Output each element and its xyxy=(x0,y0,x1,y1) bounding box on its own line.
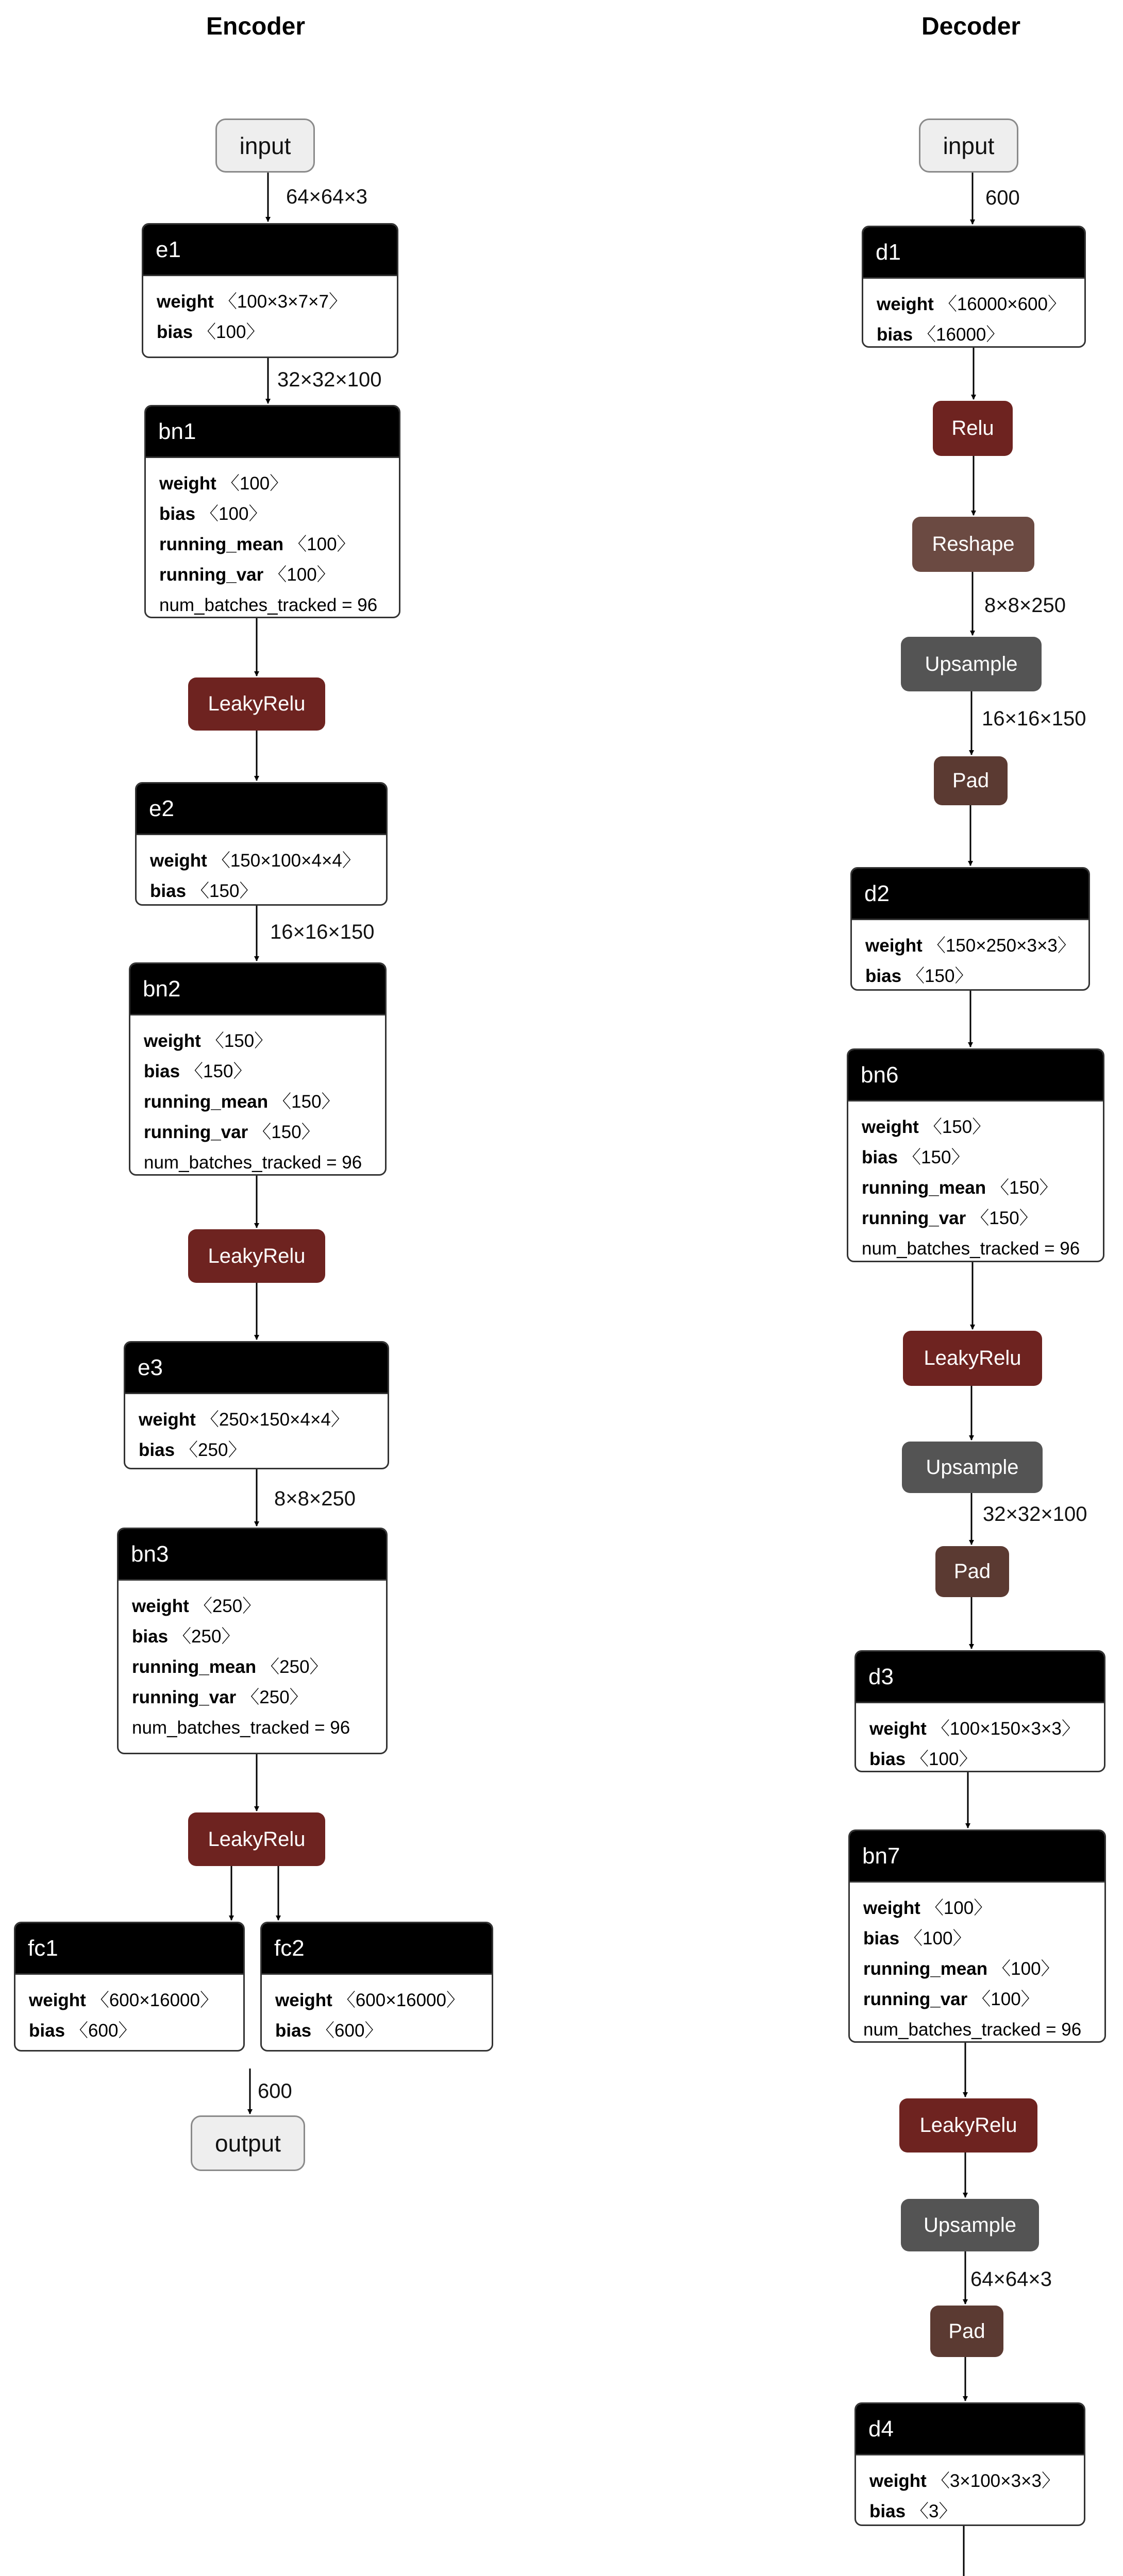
layer-name: bn2 xyxy=(130,964,385,1015)
attr-shape: 〈600×16000〉 xyxy=(337,1990,464,2010)
attr-row xyxy=(275,2015,492,2046)
layer-name: fc1 xyxy=(15,1923,243,1975)
attr-key: weight xyxy=(869,1719,927,1739)
attr-shape: 〈100〉 xyxy=(221,473,288,494)
edge-label-upsample-3-pad-3: 64×64×3 xyxy=(970,2268,1052,2291)
layer-d3[interactable] xyxy=(854,1650,1105,1772)
edge-label-upsample-2-pad-2: 32×32×100 xyxy=(983,1503,1087,1526)
attr-key: running_var xyxy=(159,565,264,585)
attr-key: bias xyxy=(275,2021,312,2041)
edge-label-decoder-input-d1: 600 xyxy=(985,187,1020,209)
attr-row xyxy=(863,1923,1104,1954)
attr-key: weight xyxy=(863,1898,920,1918)
attr-num-batches-tracked: num_batches_tracked = 96 xyxy=(862,1239,1080,1259)
attr-key: bias xyxy=(862,1147,898,1167)
attr-key: weight xyxy=(157,292,214,312)
decoder-relu[interactable]: Relu xyxy=(933,401,1013,456)
decoder-pad-1[interactable]: Pad xyxy=(934,756,1008,805)
attr-num-batches-tracked: num_batches_tracked = 96 xyxy=(144,1153,362,1173)
attr-row xyxy=(150,845,386,876)
attr-row xyxy=(865,930,1088,961)
edge-label-e1-bn1: 32×32×100 xyxy=(277,368,382,391)
decoder-upsample-2[interactable]: Upsample xyxy=(902,1442,1043,1493)
attr-row xyxy=(863,1954,1104,1984)
attr-shape: 〈100〉 xyxy=(904,1928,971,1948)
layer-name: e3 xyxy=(125,1343,388,1394)
attr-key: bias xyxy=(877,325,913,345)
attr-shape: 〈150〉 xyxy=(185,1061,252,1081)
attr-shape: 〈150〉 xyxy=(924,1117,991,1137)
attr-row xyxy=(144,1087,385,1117)
layer-bn1[interactable] xyxy=(144,405,400,618)
attr-key: weight xyxy=(275,1990,332,2010)
layer-name: d1 xyxy=(863,227,1084,279)
attr-row xyxy=(862,1142,1103,1173)
decoder-input-node[interactable]: input xyxy=(919,118,1018,173)
attr-shape: 〈100〉 xyxy=(289,534,355,554)
layer-name: bn6 xyxy=(848,1050,1103,1101)
attr-shape: 〈150〉 xyxy=(253,1122,320,1142)
layer-e2[interactable] xyxy=(135,782,388,906)
decoder-upsample-3[interactable]: Upsample xyxy=(901,2199,1039,2251)
attr-row xyxy=(862,1112,1103,1142)
layer-attributes xyxy=(137,835,386,906)
encoder-title: Encoder xyxy=(206,13,306,40)
layer-name: e1 xyxy=(143,225,397,276)
attr-shape: 〈16000〉 xyxy=(918,325,1004,345)
attr-row xyxy=(29,1985,243,2015)
attr-shape: 〈150×100×4×4〉 xyxy=(212,851,360,871)
attr-row xyxy=(150,876,386,906)
attr-row xyxy=(132,1621,386,1652)
layer-attributes xyxy=(119,1581,386,1743)
attr-shape: 〈250〉 xyxy=(173,1626,240,1647)
attr-key: weight xyxy=(144,1031,201,1051)
layer-e1[interactable] xyxy=(142,223,398,358)
layer-bn7[interactable] xyxy=(848,1829,1106,2043)
attr-shape: 〈3×100×3×3〉 xyxy=(931,2471,1060,2491)
decoder-pad-3[interactable]: Pad xyxy=(930,2306,1003,2357)
layer-attributes xyxy=(143,276,397,347)
layer-attributes xyxy=(856,1703,1104,1772)
attr-key: bias xyxy=(865,966,902,986)
attr-shape: 〈100〉 xyxy=(925,1898,992,1918)
attr-shape: 〈150〉 xyxy=(907,966,973,986)
attr-key: weight xyxy=(869,2471,927,2491)
attr-row xyxy=(862,1173,1103,1203)
attr-shape: 〈250〉 xyxy=(194,1596,261,1616)
edge-label-e2-bn2: 16×16×150 xyxy=(270,921,375,943)
attr-key: running_var xyxy=(144,1122,248,1142)
edge-label-e3-bn3: 8×8×250 xyxy=(274,1487,356,1510)
attr-shape: 〈250〉 xyxy=(261,1657,328,1677)
attr-shape: 〈150×250×3×3〉 xyxy=(927,936,1076,956)
attr-shape: 〈250〉 xyxy=(241,1687,308,1707)
decoder-leakyrelu-7[interactable]: LeakyRelu xyxy=(899,2098,1037,2153)
attr-key: running_mean xyxy=(144,1092,269,1112)
attr-key: weight xyxy=(139,1410,196,1430)
attr-shape: 〈100×150×3×3〉 xyxy=(931,1719,1080,1739)
attr-key: weight xyxy=(132,1596,189,1616)
attr-shape: 〈100〉 xyxy=(200,504,267,524)
attr-key: bias xyxy=(144,1061,180,1081)
encoder-leakyrelu-3[interactable]: LeakyRelu xyxy=(188,1812,325,1866)
edge-label-encoder-input-e1: 64×64×3 xyxy=(286,185,367,208)
attr-key: bias xyxy=(869,2501,906,2521)
attr-shape: 〈150〉 xyxy=(273,1092,340,1112)
attr-key: bias xyxy=(157,322,193,342)
attr-key: bias xyxy=(150,881,187,901)
layer-attributes xyxy=(146,458,399,618)
attr-key: running_var xyxy=(132,1687,237,1707)
decoder-leakyrelu-6[interactable]: LeakyRelu xyxy=(903,1331,1042,1386)
decoder-upsample-1[interactable]: Upsample xyxy=(901,637,1042,691)
attr-key: running_mean xyxy=(159,534,284,554)
attr-shape: 〈3〉 xyxy=(911,2501,957,2521)
attr-row xyxy=(869,1714,1104,1744)
layer-name: d4 xyxy=(856,2404,1084,2455)
attr-key: bias xyxy=(139,1440,175,1460)
layer-d2[interactable] xyxy=(850,867,1090,991)
attr-shape: 〈250〉 xyxy=(180,1440,246,1460)
layer-attributes xyxy=(852,920,1088,991)
layer-attributes xyxy=(130,1015,385,1176)
decoder-pad-2[interactable]: Pad xyxy=(935,1546,1009,1597)
attr-shape: 〈100〉 xyxy=(198,322,264,342)
attr-shape: 〈250×150×4×4〉 xyxy=(200,1410,349,1430)
layer-attributes xyxy=(848,1101,1103,1262)
attr-row xyxy=(869,2496,1084,2526)
attr-key: weight xyxy=(29,1990,86,2010)
attr-row xyxy=(144,1117,385,1147)
layer-attributes xyxy=(15,1975,243,2046)
layer-name: e2 xyxy=(137,784,386,835)
layer-e3[interactable] xyxy=(124,1341,389,1469)
attr-row xyxy=(159,468,399,499)
layer-d1[interactable] xyxy=(862,226,1086,348)
layer-attributes xyxy=(850,1883,1104,2043)
attr-row xyxy=(132,1682,386,1713)
attr-row xyxy=(863,1893,1104,1923)
edge-label-reshape-upsample-1: 8×8×250 xyxy=(984,594,1066,617)
attr-row xyxy=(144,1026,385,1056)
attr-row xyxy=(869,2466,1084,2496)
attr-shape: 〈150〉 xyxy=(991,1178,1058,1198)
encoder-input-node[interactable]: input xyxy=(215,118,315,173)
attr-shape: 〈150〉 xyxy=(191,881,258,901)
attr-row xyxy=(144,1056,385,1087)
attr-key: bias xyxy=(132,1626,169,1647)
layer-name: bn7 xyxy=(850,1831,1104,1883)
attr-key: running_mean xyxy=(863,1959,988,1979)
layer-name: d3 xyxy=(856,1652,1104,1703)
edge-label-fc-output: 600 xyxy=(258,2080,292,2103)
attr-key: running_mean xyxy=(862,1178,986,1198)
attr-row xyxy=(275,1985,492,2015)
attr-key: running_var xyxy=(862,1208,966,1228)
attr-key: running_var xyxy=(863,1989,968,2009)
attr-shape: 〈150〉 xyxy=(903,1147,969,1167)
layer-name: fc2 xyxy=(262,1923,492,1975)
layer-attributes xyxy=(856,2455,1084,2526)
attr-key: weight xyxy=(159,473,216,494)
layer-name: bn1 xyxy=(146,406,399,458)
attr-shape: 〈600〉 xyxy=(316,2021,383,2041)
edge-label-upsample-1-pad-1: 16×16×150 xyxy=(982,707,1086,730)
attr-shape: 〈100〉 xyxy=(911,1749,977,1769)
layer-bn2[interactable] xyxy=(129,962,387,1176)
attr-row xyxy=(159,529,399,560)
layer-fc1[interactable] xyxy=(14,1922,245,2052)
attr-shape: 〈150〉 xyxy=(206,1031,273,1051)
layer-attributes xyxy=(125,1394,388,1465)
attr-shape: 〈16000×600〉 xyxy=(938,294,1066,314)
attr-key: bias xyxy=(869,1749,906,1769)
attr-key: bias xyxy=(863,1928,900,1948)
attr-key: bias xyxy=(29,2021,65,2041)
attr-row xyxy=(157,317,397,347)
attr-key: bias xyxy=(159,504,196,524)
attr-shape: 〈600×16000〉 xyxy=(91,1990,218,2010)
layer-bn3[interactable] xyxy=(117,1528,388,1754)
attr-row xyxy=(159,560,399,590)
attr-row xyxy=(865,961,1088,991)
decoder-reshape[interactable]: Reshape xyxy=(912,517,1034,572)
layer-bn6[interactable] xyxy=(847,1048,1104,1262)
layer-attributes xyxy=(863,279,1084,348)
attr-shape: 〈600〉 xyxy=(70,2021,137,2041)
encoder-output-node[interactable]: output xyxy=(191,2115,305,2171)
attr-shape: 〈100×3×7×7〉 xyxy=(219,292,347,312)
layer-name: d2 xyxy=(852,869,1088,920)
layer-name: bn3 xyxy=(119,1529,386,1581)
attr-key: weight xyxy=(877,294,934,314)
attr-row xyxy=(157,286,397,317)
attr-num-batches-tracked: num_batches_tracked = 96 xyxy=(863,2020,1082,2040)
attr-row xyxy=(139,1435,388,1465)
layer-fc2[interactable] xyxy=(260,1922,493,2052)
attr-row xyxy=(29,2015,243,2046)
attr-row xyxy=(862,1203,1103,1233)
layer-attributes xyxy=(262,1975,492,2046)
attr-row xyxy=(139,1404,388,1435)
attr-shape: 〈100〉 xyxy=(993,1959,1059,1979)
attr-num-batches-tracked: num_batches_tracked = 96 xyxy=(159,595,378,615)
attr-row xyxy=(863,1984,1104,2014)
attr-num-batches-tracked: num_batches_tracked = 96 xyxy=(132,1718,350,1738)
encoder-leakyrelu-2[interactable]: LeakyRelu xyxy=(188,1229,325,1283)
attr-row xyxy=(159,499,399,529)
layer-d4[interactable] xyxy=(854,2402,1085,2526)
attr-shape: 〈150〉 xyxy=(971,1208,1037,1228)
attr-shape: 〈100〉 xyxy=(269,565,335,585)
attr-key: weight xyxy=(862,1117,919,1137)
encoder-leakyrelu-1[interactable]: LeakyRelu xyxy=(188,677,325,731)
attr-row xyxy=(132,1652,386,1682)
decoder-title: Decoder xyxy=(921,13,1021,40)
attr-row xyxy=(877,319,1084,348)
attr-key: weight xyxy=(150,851,207,871)
attr-row xyxy=(869,1744,1104,1772)
attr-shape: 〈100〉 xyxy=(973,1989,1039,2009)
attr-row xyxy=(877,289,1084,319)
attr-key: running_mean xyxy=(132,1657,257,1677)
attr-row xyxy=(132,1591,386,1621)
attr-key: weight xyxy=(865,936,923,956)
